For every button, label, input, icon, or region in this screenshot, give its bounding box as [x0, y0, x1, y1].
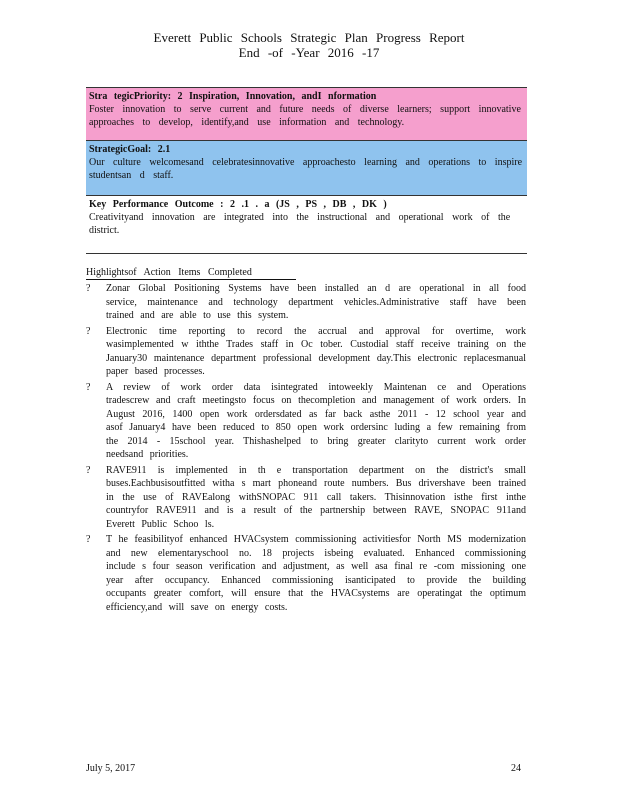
list-item	[86, 381, 526, 462]
strategic-priority-label: Stra tegicPriority: 2 Inspiration, Innovation, andI nformation	[89, 91, 377, 102]
footer-date: July 5, 2017	[86, 763, 136, 774]
bullet-marker: ?	[86, 381, 91, 393]
list-item	[86, 464, 526, 532]
bullet-marker: ?	[86, 325, 91, 337]
list-item-text: Electronic time reporting to record the accrual and approval for overtime, work wasimplemented w iththe Trades staff in Oc tober. Custodial staff receive training on the January30 maintenance department professional development day.This electronic replacesmanual paper based processes.	[106, 325, 526, 377]
highlights-heading: Highlightsof Action Items Completed	[86, 267, 296, 280]
strategic-priority-text: Foster innovation to serve current and future needs of diverse learners; support innovative approaches to develop, identify,and use information and technology.	[89, 104, 521, 128]
key-performance-outcome-box	[86, 196, 527, 254]
page-number: 24	[511, 763, 521, 774]
strategic-priority-box	[86, 87, 527, 141]
strategic-goal-label: StrategicGoal: 2.1	[89, 144, 171, 155]
bullet-marker: ?	[86, 464, 91, 476]
key-performance-outcome-text: Creativityand innovation are integrated into the instructional and operational work of the district.	[89, 212, 511, 236]
bullet-marker: ?	[86, 283, 91, 294]
list-item	[86, 533, 526, 614]
list-item-text: Zonar Global Positioning Systems have been installed an d are operational in all food service, maintenance and technology department vehicles.Administrative staff have been trained and are able to use this system.	[106, 283, 526, 321]
key-performance-outcome-label: Key Performance Outcome : 2 .1 . a (JS , PS , DB , DK )	[89, 199, 387, 210]
strategic-goal-text: Our culture welcomesand celebratesinnovative approachesto learning and operations to inspire studentsan d staff.	[89, 157, 523, 181]
report-subtitle: End -of -Year 2016 -17	[238, 45, 380, 60]
list-item	[86, 282, 526, 323]
strategic-goal-box	[86, 141, 527, 196]
list-item-text: T he feasibilityof enhanced HVACsystem commissioning activitiesfor North MS modernization and new elementaryschool no. 18 projects isbeing evaluated. Enhanced commissioning include s four season verification and adjustment, as well asa final re -com missioning one year after occupancy. Enhanced commissioning isanticipated to provide the building occupants greater comfort, will ensure that the HVACsystems are operatingat the optimum efficiency,and will save on energy costs.	[106, 534, 526, 613]
report-title: Everett Public Schools Strategic Plan Progress Report	[153, 30, 465, 45]
action-items-list	[86, 282, 526, 616]
list-item-text: RAVE911 is implemented in th e transportation department on the district's small buses.Eachbusisoutfitted witha s mart phoneand route numbers. Bus drivershave been trained in the use of RAVEalong withSNOPAC 911 call takers. Thisinnovation isthe first inthe countryfor RAVE911 and is a result of the partnership between RAVE, SNOPAC 911and Everett Public Schoo ls.	[106, 464, 526, 530]
list-item-text: A review of work order data isintegrated intoweekly Maintenan ce and Operations tradescrew and craft meetingsto focus on thecompletion and management of work orders. In August 2016, 1400 open work ordersdated as far back asthe 2011 - 12 school year and asof January4 have been reduced to 850 open work ordersinc luding a few remaining from the 2014 - 15school year. Thishashelped to bring greater clarityto current work order needsand priorities.	[106, 381, 526, 460]
bullet-marker: ?	[86, 534, 91, 545]
list-item	[86, 325, 526, 379]
